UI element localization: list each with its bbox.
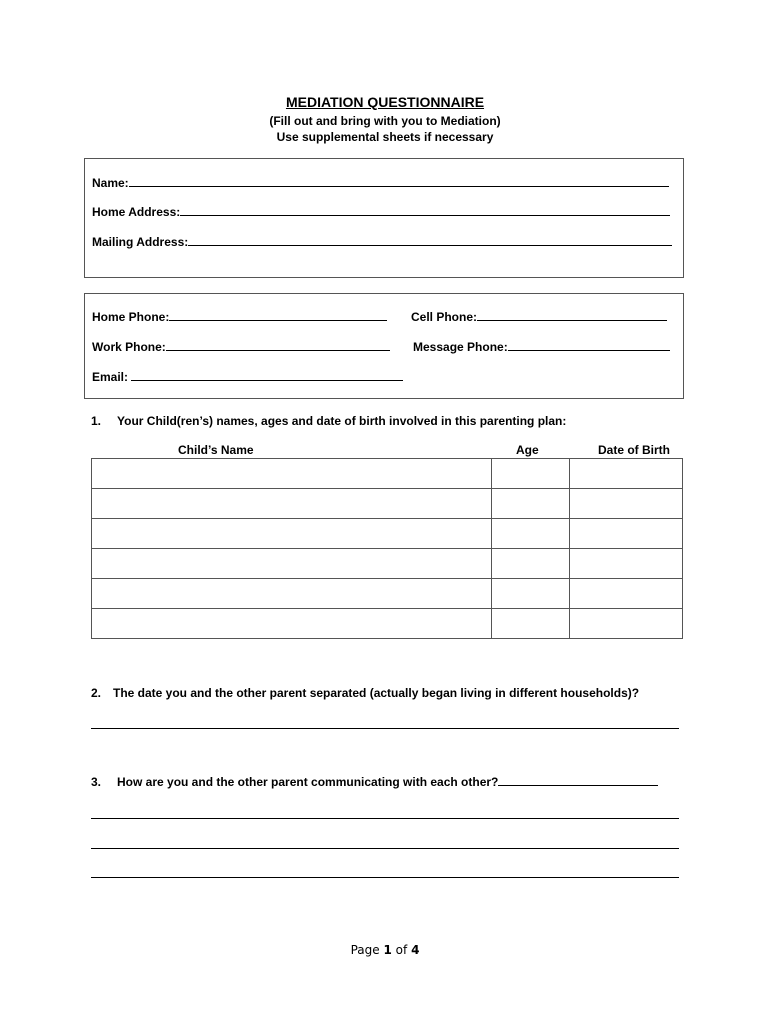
question-3 [91, 775, 658, 789]
child-dob-cell[interactable] [570, 549, 683, 579]
mailing-address-field[interactable] [92, 235, 672, 249]
child-name-cell[interactable] [92, 489, 492, 519]
child-age-cell[interactable] [492, 579, 570, 609]
work-phone-blank[interactable] [166, 340, 390, 351]
page-number [0, 943, 770, 957]
question-2-number: 2. [91, 686, 102, 700]
home-phone-label: Home Phone: [92, 310, 170, 324]
child-name-cell[interactable] [92, 519, 492, 549]
child-name-cell[interactable] [92, 579, 492, 609]
child-name-cell[interactable] [92, 549, 492, 579]
of-word: of [395, 943, 408, 957]
child-age-cell[interactable] [492, 519, 570, 549]
current-page: 1 [383, 943, 392, 957]
question-1-text: Your Child(ren’s) names, ages and date of birth involved in this parenting plan: [117, 414, 567, 428]
table-row [92, 579, 683, 609]
answer-3-line[interactable] [91, 848, 679, 849]
table-row [92, 489, 683, 519]
question-3-number: 3. [91, 775, 102, 789]
child-dob-cell[interactable] [570, 579, 683, 609]
document-instruction: Use supplemental sheets if necessary [276, 130, 494, 144]
email-field[interactable] [92, 370, 403, 384]
home-address-blank[interactable] [180, 205, 670, 216]
home-phone-blank[interactable] [169, 310, 387, 321]
name-blank[interactable] [129, 176, 669, 187]
cell-phone-label: Cell Phone: [411, 310, 478, 324]
name-field[interactable] [92, 176, 669, 190]
answer-3-line[interactable] [91, 877, 679, 878]
question-2 [91, 686, 639, 700]
home-phone-field[interactable] [92, 310, 387, 324]
total-pages: 4 [411, 943, 420, 957]
child-name-cell[interactable] [92, 459, 492, 489]
child-age-cell[interactable] [492, 609, 570, 639]
child-dob-cell[interactable] [570, 609, 683, 639]
column-header-child-name: Child’s Name [178, 443, 254, 457]
child-dob-cell[interactable] [570, 489, 683, 519]
cell-phone-blank[interactable] [477, 310, 667, 321]
child-age-cell[interactable] [492, 549, 570, 579]
work-phone-field[interactable] [92, 340, 390, 354]
table-row [92, 459, 683, 489]
mailing-address-blank[interactable] [188, 235, 672, 246]
answer-3-inline-blank[interactable] [498, 775, 658, 786]
cell-phone-field[interactable] [411, 310, 667, 324]
message-phone-label: Message Phone: [413, 340, 508, 354]
page-word: Page [350, 943, 380, 957]
document-title: MEDIATION QUESTIONNAIRE [285, 94, 485, 110]
email-blank[interactable] [131, 370, 403, 381]
child-age-cell[interactable] [492, 459, 570, 489]
column-header-date-of-birth: Date of Birth [598, 443, 670, 457]
children-table [91, 458, 683, 639]
question-2-text: The date you and the other parent separated (actually began living in different households)? [113, 686, 640, 700]
table-row [92, 609, 683, 639]
table-row [92, 549, 683, 579]
child-dob-cell[interactable] [570, 459, 683, 489]
work-phone-label: Work Phone: [92, 340, 166, 354]
question-1-number: 1. [91, 414, 102, 428]
child-name-cell[interactable] [92, 609, 492, 639]
email-label: Email: [92, 370, 129, 384]
message-phone-field[interactable] [413, 340, 670, 354]
child-dob-cell[interactable] [570, 519, 683, 549]
home-address-field[interactable] [92, 205, 670, 219]
message-phone-blank[interactable] [508, 340, 670, 351]
mailing-address-label: Mailing Address: [92, 235, 189, 249]
phone-info-box [84, 293, 684, 399]
answer-3-line[interactable] [91, 818, 679, 819]
question-3-text: How are you and the other parent communicating with each other? [117, 775, 499, 789]
column-header-age: Age [516, 443, 539, 457]
question-1 [91, 414, 566, 428]
document-subtitle: (Fill out and bring with you to Mediation) [269, 114, 501, 128]
name-label: Name: [92, 176, 129, 190]
home-address-label: Home Address: [92, 205, 181, 219]
contact-info-box [84, 158, 684, 278]
child-age-cell[interactable] [492, 489, 570, 519]
answer-2-line[interactable] [91, 728, 679, 729]
table-row [92, 519, 683, 549]
